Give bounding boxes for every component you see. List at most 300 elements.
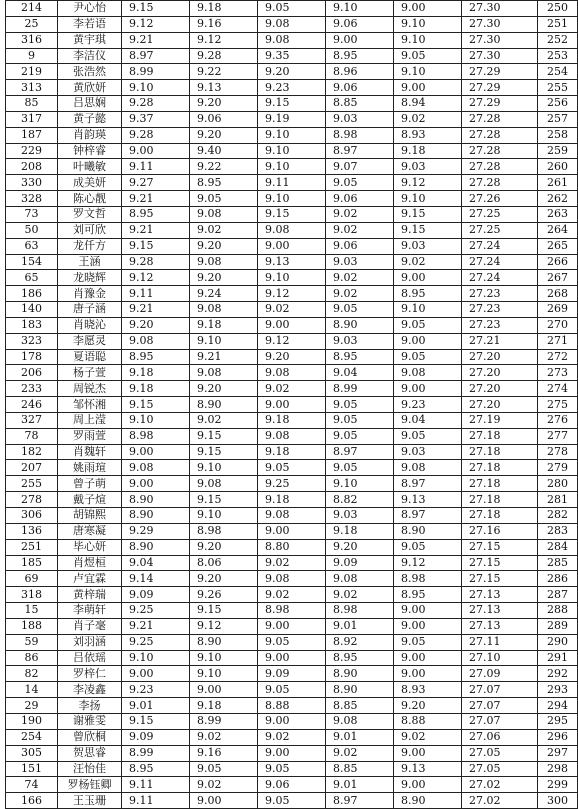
table-row bbox=[6, 793, 578, 809]
score-4-cell: 9.10 bbox=[326, 1, 394, 17]
student-id-cell: 214 bbox=[6, 1, 58, 17]
score-2-cell: 9.02 bbox=[190, 412, 258, 428]
score-1-cell: 9.09 bbox=[122, 729, 190, 745]
score-1-cell: 9.00 bbox=[122, 444, 190, 460]
student-id-cell: 219 bbox=[6, 64, 58, 80]
score-1-cell: 9.25 bbox=[122, 603, 190, 619]
score-2-cell: 9.15 bbox=[190, 428, 258, 444]
score-2-cell: 9.00 bbox=[190, 793, 258, 809]
table-row bbox=[6, 286, 578, 302]
rank-cell: 266 bbox=[538, 254, 578, 270]
score-1-cell: 8.95 bbox=[122, 761, 190, 777]
table-row bbox=[6, 555, 578, 571]
student-id-cell: 251 bbox=[6, 539, 58, 555]
score-2-cell: 8.90 bbox=[190, 397, 258, 413]
student-name-cell: 李凌鑫 bbox=[58, 682, 122, 698]
score-3-cell: 9.15 bbox=[258, 206, 326, 222]
table-row bbox=[6, 16, 578, 32]
score-3-cell: 9.00 bbox=[258, 650, 326, 666]
score-5-cell: 9.00 bbox=[394, 603, 462, 619]
score-1-cell: 9.09 bbox=[122, 587, 190, 603]
table-row bbox=[6, 48, 578, 64]
score-4-cell: 9.05 bbox=[326, 397, 394, 413]
total-score-cell: 27.18 bbox=[462, 492, 538, 508]
student-id-cell: 327 bbox=[6, 412, 58, 428]
student-name-cell: 肖魏轩 bbox=[58, 444, 122, 460]
score-4-cell: 8.97 bbox=[326, 143, 394, 159]
student-id-cell: 323 bbox=[6, 333, 58, 349]
score-1-cell: 9.28 bbox=[122, 254, 190, 270]
student-id-cell: 178 bbox=[6, 349, 58, 365]
student-name-cell: 杨子萱 bbox=[58, 365, 122, 381]
score-4-cell: 9.03 bbox=[326, 111, 394, 127]
score-3-cell: 9.00 bbox=[258, 618, 326, 634]
score-5-cell: 9.10 bbox=[394, 32, 462, 48]
total-score-cell: 27.29 bbox=[462, 80, 538, 96]
rank-cell: 272 bbox=[538, 349, 578, 365]
student-name-cell: 唐寒凝 bbox=[58, 523, 122, 539]
student-name-cell: 罗文哲 bbox=[58, 206, 122, 222]
score-4-cell: 9.02 bbox=[326, 206, 394, 222]
rank-cell: 254 bbox=[538, 64, 578, 80]
score-5-cell: 9.10 bbox=[394, 16, 462, 32]
score-2-cell: 9.08 bbox=[190, 365, 258, 381]
score-2-cell: 9.08 bbox=[190, 206, 258, 222]
rank-cell: 286 bbox=[538, 571, 578, 587]
table-row bbox=[6, 603, 578, 619]
score-3-cell: 9.15 bbox=[258, 96, 326, 112]
score-1-cell: 9.21 bbox=[122, 618, 190, 634]
score-4-cell: 8.85 bbox=[326, 761, 394, 777]
student-id-cell: 9 bbox=[6, 48, 58, 64]
total-score-cell: 27.20 bbox=[462, 349, 538, 365]
score-5-cell: 8.98 bbox=[394, 571, 462, 587]
score-5-cell: 9.03 bbox=[394, 238, 462, 254]
score-3-cell: 9.05 bbox=[258, 634, 326, 650]
score-5-cell: 9.23 bbox=[394, 397, 462, 413]
student-id-cell: 187 bbox=[6, 127, 58, 143]
score-4-cell: 9.05 bbox=[326, 412, 394, 428]
table-row bbox=[6, 745, 578, 761]
student-name-cell: 吕依瑶 bbox=[58, 650, 122, 666]
table-row bbox=[6, 428, 578, 444]
score-2-cell: 9.16 bbox=[190, 745, 258, 761]
total-score-cell: 27.28 bbox=[462, 127, 538, 143]
score-3-cell: 9.08 bbox=[258, 428, 326, 444]
table-row bbox=[6, 650, 578, 666]
student-name-cell: 吕思娴 bbox=[58, 96, 122, 112]
score-1-cell: 9.21 bbox=[122, 32, 190, 48]
student-name-cell: 肖晓沁 bbox=[58, 317, 122, 333]
score-4-cell: 9.01 bbox=[326, 729, 394, 745]
student-name-cell: 周锐杰 bbox=[58, 381, 122, 397]
score-3-cell: 8.88 bbox=[258, 698, 326, 714]
score-5-cell: 8.90 bbox=[394, 523, 462, 539]
score-5-cell: 9.12 bbox=[394, 175, 462, 191]
total-score-cell: 27.19 bbox=[462, 412, 538, 428]
score-table bbox=[5, 0, 578, 809]
student-id-cell: 73 bbox=[6, 206, 58, 222]
student-id-cell: 317 bbox=[6, 111, 58, 127]
score-2-cell: 9.10 bbox=[190, 460, 258, 476]
table-row bbox=[6, 270, 578, 286]
student-name-cell: 肖子毫 bbox=[58, 618, 122, 634]
student-name-cell: 肖豫金 bbox=[58, 286, 122, 302]
student-name-cell: 谢雅雯 bbox=[58, 713, 122, 729]
score-5-cell: 9.00 bbox=[394, 777, 462, 793]
student-name-cell: 李萌轩 bbox=[58, 603, 122, 619]
total-score-cell: 27.07 bbox=[462, 682, 538, 698]
score-2-cell: 9.10 bbox=[190, 650, 258, 666]
score-2-cell: 8.99 bbox=[190, 713, 258, 729]
score-4-cell: 8.97 bbox=[326, 793, 394, 809]
score-3-cell: 9.20 bbox=[258, 64, 326, 80]
score-5-cell: 9.02 bbox=[394, 111, 462, 127]
score-2-cell: 9.10 bbox=[190, 508, 258, 524]
score-2-cell: 9.22 bbox=[190, 64, 258, 80]
score-1-cell: 9.08 bbox=[122, 460, 190, 476]
score-1-cell: 8.90 bbox=[122, 492, 190, 508]
score-5-cell: 9.00 bbox=[394, 1, 462, 17]
score-5-cell: 9.00 bbox=[394, 333, 462, 349]
score-5-cell: 9.00 bbox=[394, 650, 462, 666]
student-name-cell: 罗雨萱 bbox=[58, 428, 122, 444]
table-row bbox=[6, 492, 578, 508]
table-row bbox=[6, 397, 578, 413]
table-row bbox=[6, 64, 578, 80]
rank-cell: 270 bbox=[538, 317, 578, 333]
score-3-cell: 9.10 bbox=[258, 191, 326, 207]
student-name-cell: 王玉珊 bbox=[58, 793, 122, 809]
rank-cell: 264 bbox=[538, 222, 578, 238]
total-score-cell: 27.15 bbox=[462, 555, 538, 571]
score-1-cell: 9.14 bbox=[122, 571, 190, 587]
score-2-cell: 9.02 bbox=[190, 777, 258, 793]
total-score-cell: 27.30 bbox=[462, 48, 538, 64]
score-4-cell: 8.98 bbox=[326, 603, 394, 619]
score-3-cell: 9.05 bbox=[258, 1, 326, 17]
student-id-cell: 15 bbox=[6, 603, 58, 619]
score-3-cell: 9.20 bbox=[258, 349, 326, 365]
score-1-cell: 9.37 bbox=[122, 111, 190, 127]
score-1-cell: 9.04 bbox=[122, 555, 190, 571]
total-score-cell: 27.25 bbox=[462, 206, 538, 222]
score-5-cell: 9.02 bbox=[394, 254, 462, 270]
score-3-cell: 9.00 bbox=[258, 397, 326, 413]
table-row bbox=[6, 666, 578, 682]
score-1-cell: 9.25 bbox=[122, 634, 190, 650]
table-row bbox=[6, 1, 578, 17]
score-1-cell: 9.20 bbox=[122, 317, 190, 333]
score-5-cell: 8.94 bbox=[394, 96, 462, 112]
rank-cell: 279 bbox=[538, 460, 578, 476]
score-2-cell: 8.90 bbox=[190, 634, 258, 650]
total-score-cell: 27.09 bbox=[462, 666, 538, 682]
rank-cell: 251 bbox=[538, 16, 578, 32]
student-name-cell: 李洁仪 bbox=[58, 48, 122, 64]
student-id-cell: 278 bbox=[6, 492, 58, 508]
score-1-cell: 8.90 bbox=[122, 539, 190, 555]
student-id-cell: 82 bbox=[6, 666, 58, 682]
score-3-cell: 9.02 bbox=[258, 587, 326, 603]
student-id-cell: 188 bbox=[6, 618, 58, 634]
score-1-cell: 9.21 bbox=[122, 302, 190, 318]
table-row bbox=[6, 444, 578, 460]
total-score-cell: 27.29 bbox=[462, 96, 538, 112]
student-name-cell: 陈心靓 bbox=[58, 191, 122, 207]
score-3-cell: 9.18 bbox=[258, 492, 326, 508]
rank-cell: 297 bbox=[538, 745, 578, 761]
total-score-cell: 27.28 bbox=[462, 175, 538, 191]
score-1-cell: 8.95 bbox=[122, 206, 190, 222]
student-id-cell: 206 bbox=[6, 365, 58, 381]
score-5-cell: 8.97 bbox=[394, 476, 462, 492]
total-score-cell: 27.16 bbox=[462, 523, 538, 539]
student-name-cell: 尹心怡 bbox=[58, 1, 122, 17]
score-sheet bbox=[5, 0, 568, 809]
score-1-cell: 9.27 bbox=[122, 175, 190, 191]
total-score-cell: 27.18 bbox=[462, 428, 538, 444]
total-score-cell: 27.13 bbox=[462, 587, 538, 603]
score-3-cell: 9.23 bbox=[258, 80, 326, 96]
score-2-cell: 9.10 bbox=[190, 333, 258, 349]
score-4-cell: 9.05 bbox=[326, 428, 394, 444]
student-id-cell: 65 bbox=[6, 270, 58, 286]
score-5-cell: 9.04 bbox=[394, 412, 462, 428]
total-score-cell: 27.24 bbox=[462, 254, 538, 270]
total-score-cell: 27.18 bbox=[462, 444, 538, 460]
score-4-cell: 9.01 bbox=[326, 777, 394, 793]
total-score-cell: 27.20 bbox=[462, 381, 538, 397]
table-row bbox=[6, 587, 578, 603]
score-3-cell: 9.10 bbox=[258, 143, 326, 159]
table-row bbox=[6, 206, 578, 222]
score-4-cell: 9.02 bbox=[326, 286, 394, 302]
score-4-cell: 8.82 bbox=[326, 492, 394, 508]
score-1-cell: 8.90 bbox=[122, 508, 190, 524]
rank-cell: 299 bbox=[538, 777, 578, 793]
score-3-cell: 9.00 bbox=[258, 745, 326, 761]
score-4-cell: 9.03 bbox=[326, 508, 394, 524]
rank-cell: 265 bbox=[538, 238, 578, 254]
rank-cell: 269 bbox=[538, 302, 578, 318]
table-row bbox=[6, 143, 578, 159]
student-name-cell: 曾欣桐 bbox=[58, 729, 122, 745]
student-name-cell: 毕心妍 bbox=[58, 539, 122, 555]
rank-cell: 298 bbox=[538, 761, 578, 777]
table-row bbox=[6, 761, 578, 777]
score-1-cell: 8.95 bbox=[122, 349, 190, 365]
total-score-cell: 27.02 bbox=[462, 777, 538, 793]
score-4-cell: 9.05 bbox=[326, 460, 394, 476]
total-score-cell: 27.26 bbox=[462, 191, 538, 207]
score-4-cell: 9.00 bbox=[326, 32, 394, 48]
student-name-cell: 肖韵瑛 bbox=[58, 127, 122, 143]
score-2-cell: 9.10 bbox=[190, 666, 258, 682]
rank-cell: 277 bbox=[538, 428, 578, 444]
student-id-cell: 69 bbox=[6, 571, 58, 587]
score-5-cell: 9.10 bbox=[394, 64, 462, 80]
score-5-cell: 9.00 bbox=[394, 270, 462, 286]
score-4-cell: 9.05 bbox=[326, 175, 394, 191]
score-4-cell: 8.85 bbox=[326, 96, 394, 112]
rank-cell: 274 bbox=[538, 381, 578, 397]
student-name-cell: 成美妍 bbox=[58, 175, 122, 191]
table-row bbox=[6, 317, 578, 333]
score-3-cell: 9.05 bbox=[258, 682, 326, 698]
student-name-cell: 李愿灵 bbox=[58, 333, 122, 349]
score-2-cell: 9.02 bbox=[190, 729, 258, 745]
total-score-cell: 27.23 bbox=[462, 302, 538, 318]
score-1-cell: 9.10 bbox=[122, 412, 190, 428]
table-row bbox=[6, 460, 578, 476]
score-2-cell: 9.20 bbox=[190, 238, 258, 254]
rank-cell: 287 bbox=[538, 587, 578, 603]
rank-cell: 292 bbox=[538, 666, 578, 682]
table-row bbox=[6, 238, 578, 254]
total-score-cell: 27.13 bbox=[462, 618, 538, 634]
score-4-cell: 9.20 bbox=[326, 539, 394, 555]
student-id-cell: 186 bbox=[6, 286, 58, 302]
table-row bbox=[6, 476, 578, 492]
table-row bbox=[6, 571, 578, 587]
student-id-cell: 14 bbox=[6, 682, 58, 698]
rank-cell: 282 bbox=[538, 508, 578, 524]
score-3-cell: 9.05 bbox=[258, 761, 326, 777]
total-score-cell: 27.20 bbox=[462, 397, 538, 413]
score-2-cell: 9.24 bbox=[190, 286, 258, 302]
score-1-cell: 9.08 bbox=[122, 333, 190, 349]
score-4-cell: 8.99 bbox=[326, 381, 394, 397]
score-2-cell: 9.18 bbox=[190, 317, 258, 333]
score-1-cell: 9.23 bbox=[122, 682, 190, 698]
total-score-cell: 27.30 bbox=[462, 32, 538, 48]
student-name-cell: 钟梓睿 bbox=[58, 143, 122, 159]
student-id-cell: 59 bbox=[6, 634, 58, 650]
score-2-cell: 9.20 bbox=[190, 127, 258, 143]
score-1-cell: 9.11 bbox=[122, 793, 190, 809]
student-id-cell: 255 bbox=[6, 476, 58, 492]
score-4-cell: 9.04 bbox=[326, 365, 394, 381]
total-score-cell: 27.07 bbox=[462, 713, 538, 729]
score-5-cell: 9.10 bbox=[394, 191, 462, 207]
score-5-cell: 9.15 bbox=[394, 222, 462, 238]
rank-cell: 290 bbox=[538, 634, 578, 650]
student-id-cell: 254 bbox=[6, 729, 58, 745]
score-4-cell: 8.90 bbox=[326, 682, 394, 698]
student-id-cell: 305 bbox=[6, 745, 58, 761]
total-score-cell: 27.02 bbox=[462, 793, 538, 809]
score-3-cell: 9.19 bbox=[258, 111, 326, 127]
score-4-cell: 8.97 bbox=[326, 444, 394, 460]
student-name-cell: 龙仟方 bbox=[58, 238, 122, 254]
rank-cell: 289 bbox=[538, 618, 578, 634]
score-4-cell: 9.08 bbox=[326, 571, 394, 587]
score-1-cell: 9.21 bbox=[122, 222, 190, 238]
student-name-cell: 汪怡佳 bbox=[58, 761, 122, 777]
student-name-cell: 姚雨瑄 bbox=[58, 460, 122, 476]
table-row bbox=[6, 698, 578, 714]
score-5-cell: 9.05 bbox=[394, 317, 462, 333]
total-score-cell: 27.20 bbox=[462, 365, 538, 381]
score-1-cell: 9.15 bbox=[122, 238, 190, 254]
table-row bbox=[6, 381, 578, 397]
student-name-cell: 刘羽涵 bbox=[58, 634, 122, 650]
score-3-cell: 9.10 bbox=[258, 127, 326, 143]
student-name-cell: 李若语 bbox=[58, 16, 122, 32]
score-4-cell: 8.90 bbox=[326, 666, 394, 682]
score-4-cell: 9.02 bbox=[326, 270, 394, 286]
total-score-cell: 27.30 bbox=[462, 16, 538, 32]
student-id-cell: 151 bbox=[6, 761, 58, 777]
rank-cell: 283 bbox=[538, 523, 578, 539]
score-3-cell: 9.06 bbox=[258, 777, 326, 793]
score-1-cell: 9.28 bbox=[122, 96, 190, 112]
total-score-cell: 27.21 bbox=[462, 333, 538, 349]
score-1-cell: 8.99 bbox=[122, 64, 190, 80]
score-3-cell: 9.18 bbox=[258, 412, 326, 428]
score-5-cell: 9.00 bbox=[394, 381, 462, 397]
student-name-cell: 邹怀湘 bbox=[58, 397, 122, 413]
rank-cell: 280 bbox=[538, 476, 578, 492]
table-row bbox=[6, 302, 578, 318]
score-1-cell: 9.00 bbox=[122, 476, 190, 492]
score-3-cell: 9.00 bbox=[258, 713, 326, 729]
score-3-cell: 9.08 bbox=[258, 508, 326, 524]
student-name-cell: 龙晓辉 bbox=[58, 270, 122, 286]
table-row bbox=[6, 32, 578, 48]
score-2-cell: 8.95 bbox=[190, 175, 258, 191]
score-3-cell: 9.02 bbox=[258, 729, 326, 745]
score-3-cell: 9.02 bbox=[258, 555, 326, 571]
score-1-cell: 9.11 bbox=[122, 159, 190, 175]
score-4-cell: 8.96 bbox=[326, 64, 394, 80]
rank-cell: 263 bbox=[538, 206, 578, 222]
score-3-cell: 9.08 bbox=[258, 16, 326, 32]
score-2-cell: 9.15 bbox=[190, 492, 258, 508]
table-row bbox=[6, 682, 578, 698]
score-1-cell: 9.18 bbox=[122, 365, 190, 381]
score-1-cell: 9.10 bbox=[122, 80, 190, 96]
rank-cell: 258 bbox=[538, 127, 578, 143]
score-4-cell: 9.10 bbox=[326, 476, 394, 492]
score-5-cell: 9.08 bbox=[394, 365, 462, 381]
total-score-cell: 27.18 bbox=[462, 476, 538, 492]
score-4-cell: 9.06 bbox=[326, 80, 394, 96]
score-4-cell: 8.92 bbox=[326, 634, 394, 650]
score-5-cell: 9.05 bbox=[394, 48, 462, 64]
score-5-cell: 8.90 bbox=[394, 793, 462, 809]
score-2-cell: 9.12 bbox=[190, 618, 258, 634]
rank-cell: 273 bbox=[538, 365, 578, 381]
student-id-cell: 246 bbox=[6, 397, 58, 413]
score-3-cell: 9.02 bbox=[258, 302, 326, 318]
score-1-cell: 9.11 bbox=[122, 777, 190, 793]
student-name-cell: 李扬 bbox=[58, 698, 122, 714]
score-2-cell: 9.20 bbox=[190, 571, 258, 587]
student-id-cell: 233 bbox=[6, 381, 58, 397]
score-3-cell: 9.12 bbox=[258, 333, 326, 349]
total-score-cell: 27.18 bbox=[462, 508, 538, 524]
table-row bbox=[6, 96, 578, 112]
table-row bbox=[6, 175, 578, 191]
score-1-cell: 8.99 bbox=[122, 745, 190, 761]
rank-cell: 252 bbox=[538, 32, 578, 48]
rank-cell: 250 bbox=[538, 1, 578, 17]
student-id-cell: 29 bbox=[6, 698, 58, 714]
score-5-cell: 9.13 bbox=[394, 761, 462, 777]
table-row bbox=[6, 777, 578, 793]
